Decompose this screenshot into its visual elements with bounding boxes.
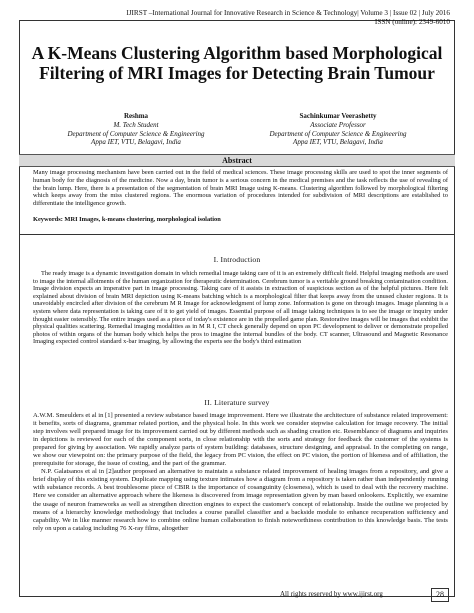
abstract-divider: [19, 234, 455, 235]
author-department: Department of Computer Science & Engineering: [67, 129, 205, 138]
introduction-paragraph: The ready image is a dynamic investigation domain in which remedial image taking care of it is an extremely difficult field. Helpful imaging methods are used to image the internal allotments of the human organization for therapeutic determination. Cerebrum tumor is a veritable ground breaking contamination condition. Image division expects an imperative part in image processing. Taking care of it assists in extraction of suspicious section as of the helpful pictures. Here felt explained about division of brain MRI depiction using K-means batching which is a morphological filter that keeps away from the unused cluster regions. It is unavoidably encircled after division of the cerebrum M R Image for acknowledgment of lump zone. Information is gone on through images. Image planning is a system where data representation is taking care of it to get yield of images. Essential purpose of all image taking techniques is to see the image or inquiry under thought easier ostensibly. The entire images used as a piece of today's existence are in the propelled game plan. Restorative images will be images that exhibit the physical qualities scattering. Remedial imaging modalities as in M R I, CT check generally depend on upon PC development to deliver or demonstrate propelled photos of within organs of the human body which helps the pros to imagine the internal bundles of the body. CT scanner, Ultrasound and Magnetic Resonance Imaging expected control standard x-bar imaging, by allowing the experts see the body's third estimation: [33, 270, 448, 346]
author-department: Department of Computer Science & Engineering: [269, 129, 407, 138]
author-role: M. Tech Student: [113, 120, 159, 129]
abstract-text: Many image processing mechanism have been carried out in the field of medical sciences. These image processing skills are used to spot the inner segments of human body for the diagnosis of the medicine. Now a day, brain tumor is a serious concern in the medical premises and the task reflects the use of revealing of the brain lump. Here, there is a presentation of the segmentation of brain MRI Image using K-means. Clustering algorithm followed by morphological filtering which keeps away from the miss clustered regions. The enormous variation of procedures intended for subdivision of MRI descriptions are established to differentiate the intelligence growth.: [33, 169, 448, 208]
literature-paragraph-2: N.P. Galatsanos et al in [2]author proposed an alternative to maintain a substance related improvement of healing images from a repository, and give a brief display of this existing system. Duplicate mapping using texture intimates how a diagram from a repository is taken rather than independently running with substance records. A best troublesome piece of CBIR is the importance of cosanguinity (closeness), which is used to deal with the recovery machine. Here we consider an alternative approach where the likeness is discovered from image representation given by man based onlookers. Explicitly, we examine the usage of neuron frameworks as well as strengthen direction engines to expect the customer's concept of relationship. Inside the outline we projected by means of a hierarchy knowledge methodology that includes a course parallel classifier and a backside module to enhance recuperation sufficiency and capability. We in like manner research how to combine online human collaboration to finish noteworthiness contribution to this knowledge basis. The tests rely on upon a catalog including 76 X-ray films, altogether: [33, 468, 448, 532]
footer-rights: All rights reserved by www.ijirst.org: [280, 590, 383, 598]
paper-title: A K-Means Clustering Algorithm based Morphological Filtering of MRI Images for Detecting Brain Tumour: [31, 43, 443, 83]
author-role: Associate Professor: [310, 120, 366, 129]
introduction-heading: I. Introduction: [213, 255, 261, 264]
literature-paragraph-1: A.W.M. Smeulders et al in [1] presented a review substance based image improvement. Here we illustrate the architecture of substance related improvement: it benefits, sorts of diagrams, grammar related portion, and the physical hole. In this work we consider stepwise calculation for image recovery. The initial step involves well prepared image for its improvement carried out by different methods such as shading creation etc. Resemblance of diagrams and inquiries in depictions is reviewed for each of the component sorts, in close relationship with the sorts and strategy for feedback the customer of the systems is prepared for giving by association. We rapidly analyze parts of system building: databases, structure designing, and appraisal. In the completing on range, we show our viewpoint on: the primary purpose of the field, the legacy from PC vision, the effect on PC vision, the portion of likeness and of affiliation, the prerequisite for storage, the issue of costing, and the part of the grammar.: [33, 412, 448, 468]
literature-survey-text: [33, 412, 448, 533]
author-block-1: [36, 112, 236, 147]
author-name: Reshma: [123, 112, 149, 120]
author-affiliation: Appa IET, VTU, Belagavi, India: [293, 138, 383, 147]
author-name: Sachinkumar Veerashetty: [299, 112, 377, 120]
journal-header: IJIRST –International Journal for Innovative Research in Science & Technology| Volume 3 | Issue 02 | July 2016: [126, 9, 450, 17]
author-block-2: [238, 112, 438, 147]
page-number: 28: [431, 588, 449, 602]
author-affiliation: Appa IET, VTU, Belagavi, India: [91, 138, 181, 147]
keywords: Keywords: MRI Images, k-means clustering, morphological isolation: [33, 216, 221, 223]
introduction-text: [33, 270, 448, 346]
abstract-heading: Abstract: [19, 154, 455, 167]
issn-line: ISSN (online): 2349-6010: [374, 18, 450, 26]
literature-survey-heading: II. Literature survey: [204, 398, 270, 407]
